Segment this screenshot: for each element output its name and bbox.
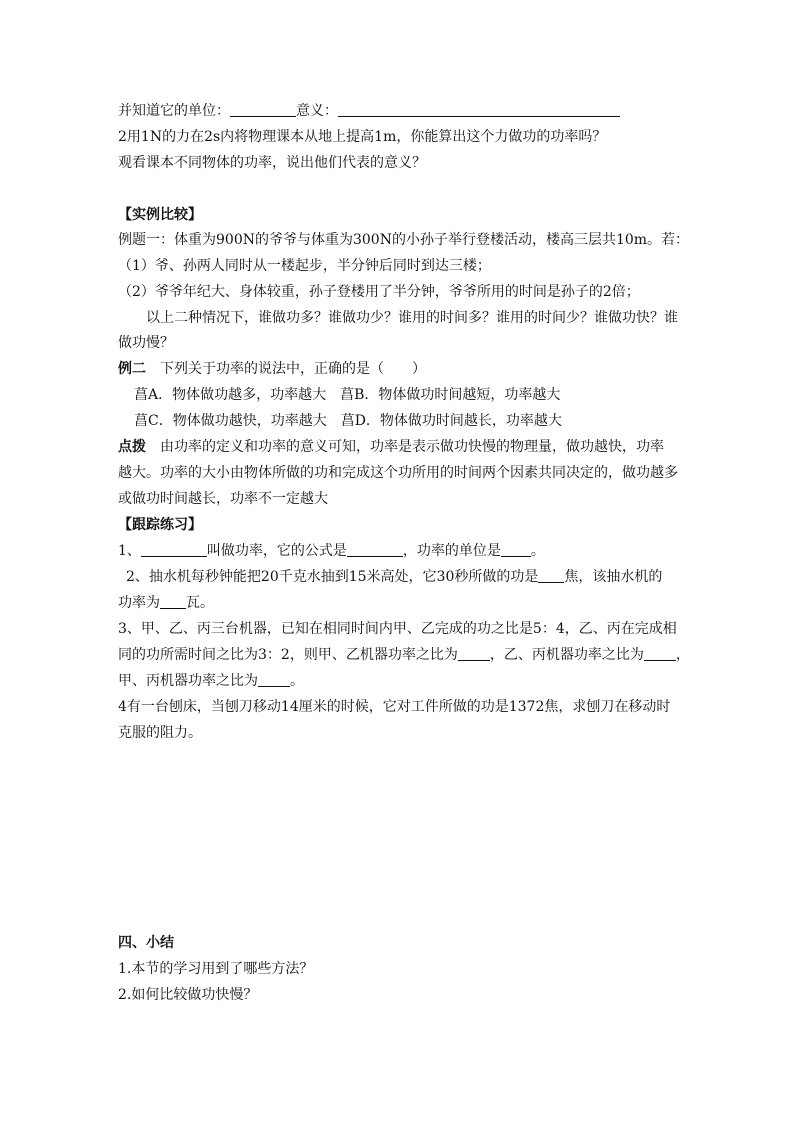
example-2-label: 例二 xyxy=(118,361,146,377)
hint-text: 由功率的定义和功率的意义可知，功率是表示做功快慢的物理量，做功越快，功率 xyxy=(160,439,664,455)
summary-1: 1.本节的学习用到了哪些方法？ xyxy=(118,961,314,977)
practice-2-text-3: 功率为 xyxy=(118,595,160,611)
hint-label: 点拨 xyxy=(118,439,146,455)
observe-line: 观看课本不同物体的功率，说出他们代表的意义？ xyxy=(118,155,426,171)
hint-line-3: 或做功时间越长，功率不一定越大 xyxy=(118,491,328,507)
practice-3-line-2 xyxy=(118,646,690,664)
hint-line xyxy=(118,438,678,456)
question-line: 以上二种情况下，谁做功多？谁做功少？谁用的时间多？谁用的时间少？谁做功快？谁 xyxy=(146,310,678,326)
practice-4-line: 4有一台刨床，当刨刀移动14厘米的时候，它对工件所做的功是1372焦，求刨刀在移动时 xyxy=(118,699,671,715)
unit-meaning-line xyxy=(118,102,678,120)
practice-3-comma: ， xyxy=(675,647,690,663)
meaning-prompt: 意义： xyxy=(296,103,338,119)
practice-2-text: 2、抽水机每秒钟能把20千克水抽到15米高处，它30秒所做的功是 xyxy=(126,569,539,585)
section-heading-practice: 【跟踪练习】 xyxy=(118,517,202,533)
practice-2-text-2: 焦，该抽水机的 xyxy=(564,569,663,585)
practice-2-end: 瓦。 xyxy=(186,595,214,611)
hint-line-2: 越大。功率的大小由物体所做的功和完成这个功所用的时间两个因素共同决定的，做功越多 xyxy=(118,465,678,481)
practice-3-text-2: ，乙、丙机器功率之比为 xyxy=(489,647,644,663)
case-2-line: （2）爷爷年纪大、身体较重，孙子登楼用了半分钟，爷爷所用的时间是孙子的2倍； xyxy=(118,284,640,300)
unit-blank xyxy=(230,102,296,117)
practice-3-line: 3、甲、乙、丙三台机器，已知在相同时间内甲、乙完成的功之比是5：4，乙、丙在完成相 xyxy=(118,621,677,637)
question-2-line: 2用1N的力在2s内将物理课本从地上提高1m，你能算出这个力做功的功率吗？ xyxy=(118,129,607,145)
practice-3-text: 同的功所需时间之比为3：2，则甲、乙机器功率之比为 xyxy=(118,647,458,663)
question-line-cont: 做功慢？ xyxy=(118,335,174,351)
unit-prompt: 并知道它的单位： xyxy=(118,103,230,119)
practice-2-line-2 xyxy=(118,594,678,612)
practice-3-end: 。 xyxy=(290,673,304,689)
practice-2-line xyxy=(118,568,686,586)
blank xyxy=(347,542,403,557)
practice-1-number: 1、 xyxy=(118,543,141,559)
blank xyxy=(501,542,531,557)
practice-3-line-3 xyxy=(118,672,678,690)
practice-4-line-2: 克服的阻力。 xyxy=(118,725,202,741)
section-heading-summary: 四、小结 xyxy=(118,935,174,951)
options-ab-line: 菖A．物体做功越多，功率越大 菖B．物体做功时间越短，功率越大 xyxy=(134,387,561,403)
meaning-blank xyxy=(338,102,620,117)
practice-1-text: 叫做功率，它的公式是 xyxy=(206,543,347,559)
practice-1-text-2: ，功率的单位是 xyxy=(402,543,501,559)
summary-2: 2.如何比较做功快慢？ xyxy=(118,987,258,1003)
options-cd-line: 菖C．物体做功越快，功率越大 菖D．物体做功时间越长，功率越大 xyxy=(134,413,562,429)
example-2-question: 下列关于功率的说法中，正确的是（ ） xyxy=(160,361,426,377)
practice-3-text-3: 甲、丙机器功率之比为 xyxy=(118,673,258,689)
blank xyxy=(644,646,676,661)
blank xyxy=(160,594,186,609)
blank xyxy=(458,646,490,661)
case-1-line: （1）爷、孙两人同时从一楼起步，半分钟后同时到达三楼； xyxy=(118,258,491,274)
section-heading-examples: 【实例比较】 xyxy=(118,207,202,223)
example-2-line xyxy=(118,360,678,378)
blank xyxy=(538,568,564,583)
example-1-line: 例题一：体重为900N的爷爷与体重为300N的小孙子举行登楼活动，楼高三层共10m。若： xyxy=(118,232,690,248)
practice-1-line xyxy=(118,542,678,560)
practice-1-end: 。 xyxy=(530,543,545,559)
blank xyxy=(258,672,290,687)
blank xyxy=(141,542,207,557)
